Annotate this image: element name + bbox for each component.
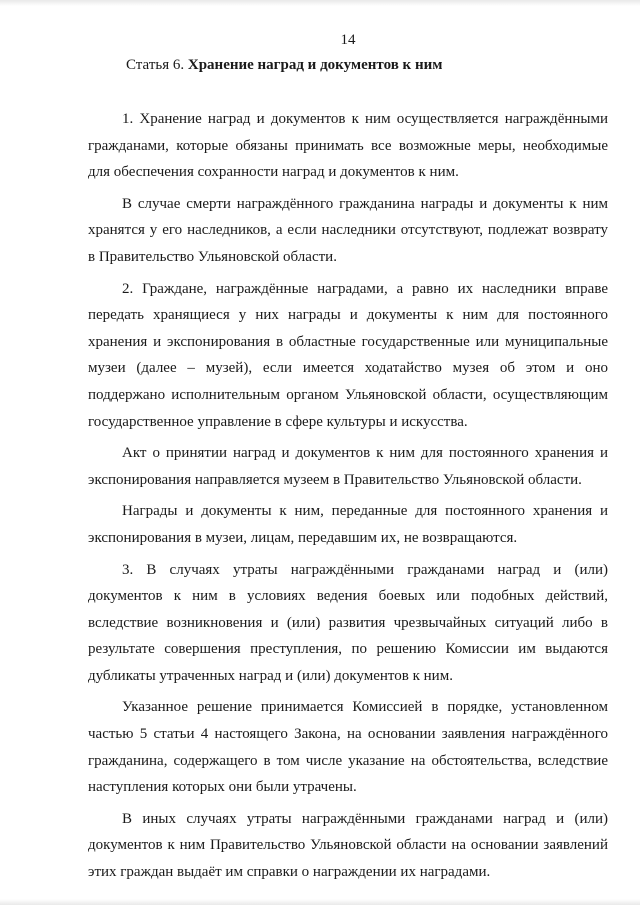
article-title: Хранение наград и документов к ним	[187, 57, 443, 73]
paragraph-1: 1. Хранение наград и документов к ним осуществляется награждёнными гражданами, которые обязаны принимать все возможные меры, необходимые для обеспечения сохранности наград и документов к ним.	[88, 111, 608, 181]
paragraph-2: В случае смерти награждённого гражданина награды и документы к ним хранятся у его наследников, а если наследники отсутствуют, подлежат возврату в Правительство Ульяновской области.	[88, 195, 608, 265]
scan-edge-top	[0, 0, 640, 6]
scan-edge-bottom	[0, 899, 640, 905]
paragraph-4: Акт о принятии наград и документов к ним для постоянного хранения и экспонирования направляется музеем в Правительство Ульяновской области.	[88, 445, 608, 488]
paragraph-6: 3. В случаях утраты награждёнными гражданами наград и (или) документов к ним в условиях ведения боевых или подобных действий, вследствие возникновения и (или) развития чрезвычайных ситуаций либо в результате совершения преступления, по решению Комиссии им выдаются дубликаты утраченных наград и (или) документов к ним.	[88, 561, 608, 684]
paragraph-3: 2. Граждане, награждённые наградами, а равно их наследники вправе передать хранящиеся у них награды и документы к ним для постоянного хранения и экспонирования в областные государственные или муниципальные музеи (далее – музей), если имеется ходатайство музея об этом и оно поддержано исполнительным органом Ульяновской области, осуществляющим государственное управление в сфере культуры и искусства.	[88, 280, 608, 430]
article-label: Статья 6.	[126, 57, 185, 73]
article-heading	[126, 52, 608, 78]
document-page	[88, 30, 608, 891]
page-number: 14	[340, 32, 356, 48]
paragraph-8: В иных случаях утраты награждёнными гражданами наград и (или) документов к ним Правительство Ульяновской области на основании заявлений этих граждан выдаёт им справки о награждении их наградами.	[88, 810, 608, 881]
paragraph-5: Награды и документы к ним, переданные для постоянного хранения и экспонирования в музеи, лицам, передавшим их, не возвращаются.	[88, 503, 608, 546]
paragraph-7: Указанное решение принимается Комиссией в порядке, установленном частью 5 статьи 4 настоящего Закона, на основании заявления награждённого гражданина, содержащего в том числе указание на обстоятельства, вследствие наступления которых они были утрачены.	[88, 699, 608, 796]
